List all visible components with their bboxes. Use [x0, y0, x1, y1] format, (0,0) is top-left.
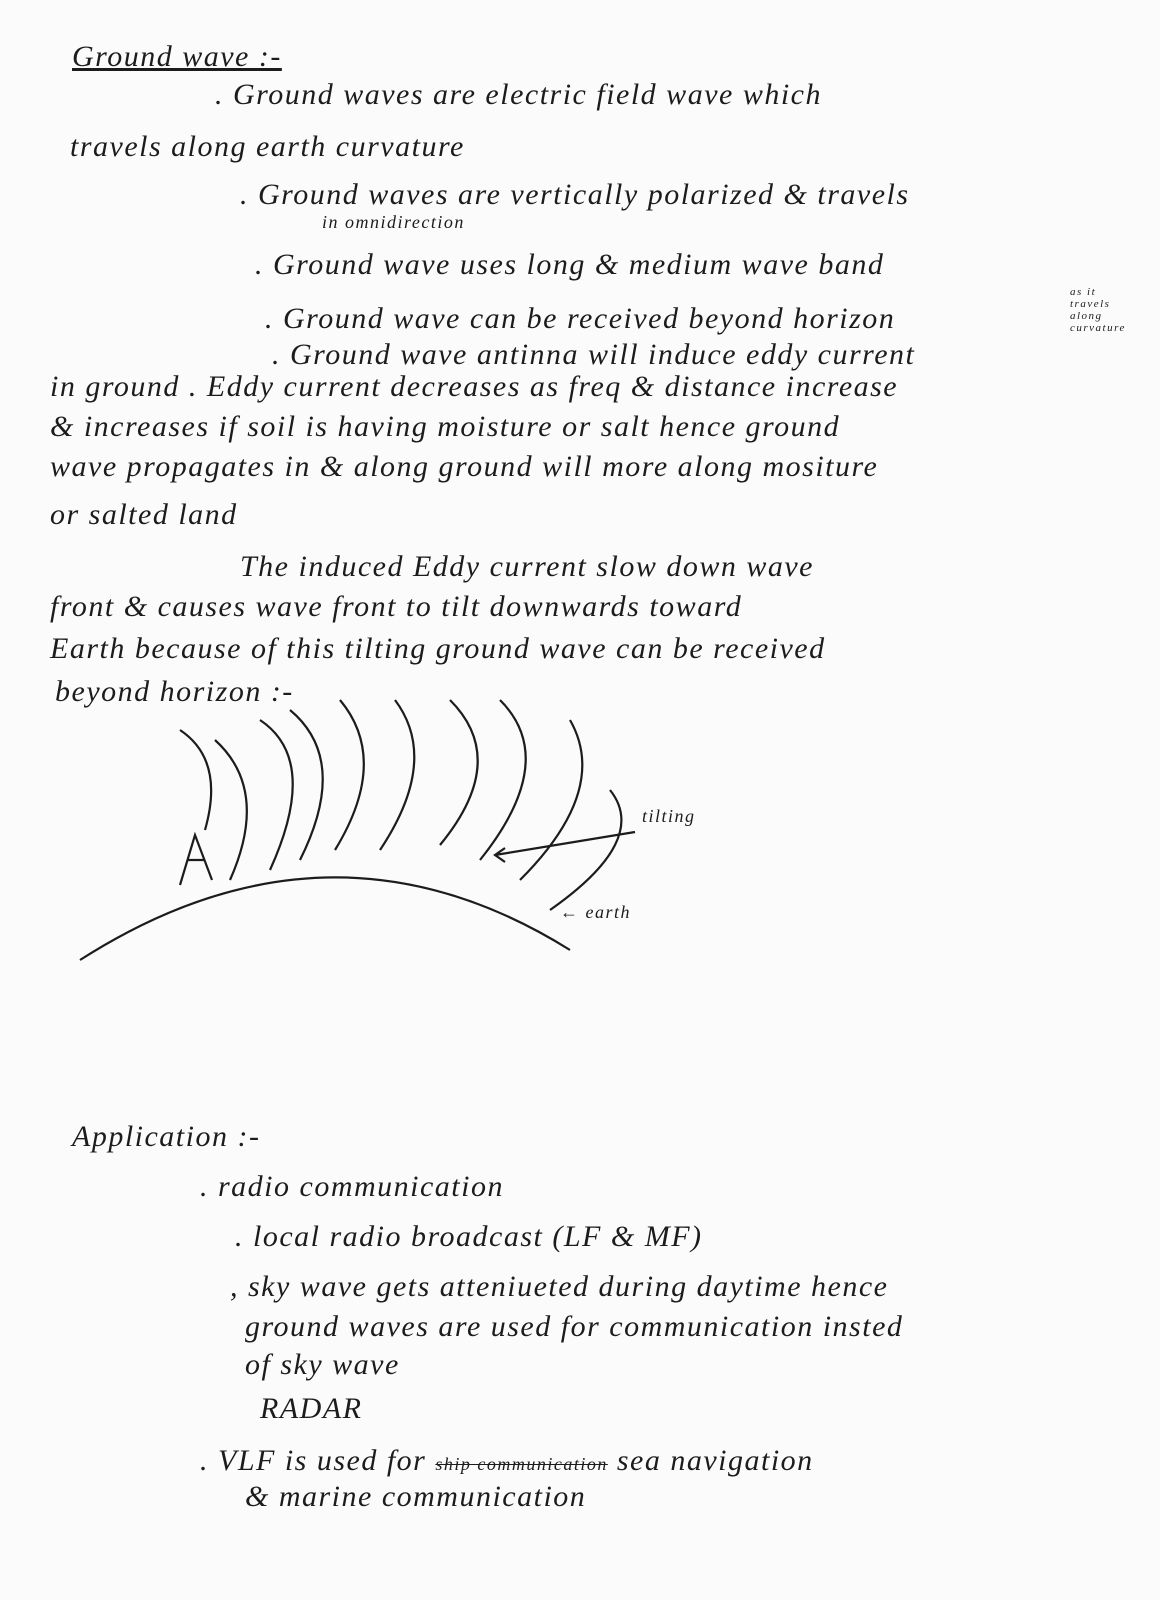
- label-tilting: tilting: [642, 806, 696, 826]
- paragraph-line: The induced Eddy current slow down wave: [240, 550, 814, 583]
- note-line: wave propagates in & along ground will more along mositure: [50, 450, 879, 483]
- application-item: of sky wave: [245, 1348, 400, 1381]
- wavefront: [380, 700, 414, 850]
- application-item: , sky wave gets atteniueted during daytime hence: [230, 1270, 889, 1303]
- vlf-struck-text: ship communication: [435, 1454, 608, 1474]
- note-line: . Ground wave can be received beyond horizon: [265, 302, 896, 335]
- paragraph-line: beyond horizon :-: [55, 675, 294, 708]
- paragraph-line: front & causes wave front to tilt downwards toward: [50, 590, 743, 623]
- note-line: or salted land: [50, 498, 238, 531]
- application-item: & marine communication: [245, 1480, 587, 1513]
- application-item: ground waves are used for communication insted: [245, 1310, 904, 1343]
- application-item-vlf: [200, 1444, 814, 1478]
- application-item: . local radio broadcast (LF & MF): [235, 1220, 703, 1253]
- application-item: RADAR: [260, 1392, 363, 1425]
- wavefront: [550, 790, 621, 910]
- heading-ground-wave: Ground wave :-: [72, 40, 282, 73]
- note-line: . Ground waves are vertically polarized & travels: [240, 178, 910, 211]
- paragraph-line: Earth because of this tilting ground wave can be received: [50, 632, 826, 665]
- note-line: & increases if soil is having moisture or salt hence ground: [50, 410, 841, 443]
- note-line: in omnidirection: [322, 212, 465, 232]
- wavefront: [440, 700, 478, 845]
- wavefront: [180, 730, 211, 830]
- antenna-icon: [180, 835, 212, 885]
- wavefront: [480, 700, 526, 860]
- earth-curve: [80, 877, 570, 960]
- note-line: . Ground wave antinna will induce eddy current: [272, 338, 916, 371]
- wavefront: [335, 700, 364, 850]
- label-earth: ← earth: [560, 902, 631, 922]
- wavefront: [260, 720, 293, 870]
- vlf-prefix: . VLF is used for: [200, 1444, 427, 1477]
- application-item: . radio communication: [200, 1170, 504, 1203]
- note-line: . Ground waves are electric field wave which: [215, 78, 822, 111]
- note-line: . Ground wave uses long & medium wave band: [255, 248, 885, 281]
- margin-annotation: as it travels along curvature: [1070, 286, 1126, 334]
- vlf-suffix: sea navigation: [616, 1444, 814, 1477]
- wavefront: [215, 740, 247, 880]
- wavefront: [520, 720, 582, 880]
- note-line: in ground . Eddy current decreases as freq & distance increase: [50, 370, 899, 403]
- note-line: travels along earth curvature: [70, 130, 465, 163]
- wavefront: [290, 710, 323, 860]
- heading-application: Application :-: [72, 1120, 261, 1153]
